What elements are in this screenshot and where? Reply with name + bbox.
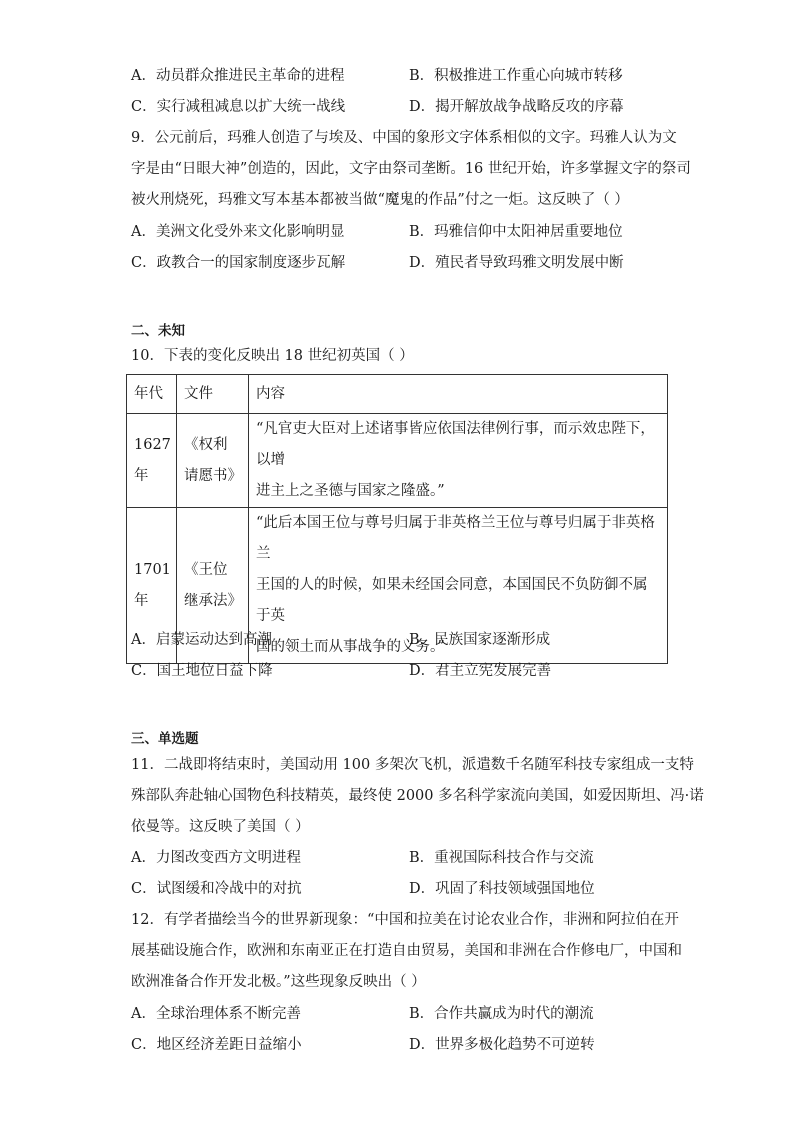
q12-option-d: D．世界多极化趋势不可逆转 [409, 1037, 595, 1053]
year-line: 1627 [134, 436, 171, 453]
q11-stem-line-1: 11．二战即将结束时，美国动用 100 多架次飞机，派遣数千名随军科技专家组成一支特 [131, 757, 694, 773]
content-line: “此后本国王位与尊号归属于非英格兰王位与尊号归属于非英格兰 [256, 515, 655, 562]
content-line: 进主上之圣德与国家之隆盛。” [256, 483, 445, 499]
document-line: 继承法》 [184, 592, 242, 609]
q11-option-b: B．重视国际科技合作与交流 [409, 850, 594, 866]
q8-option-a: A．动员群众推进民主革命的进程 [131, 68, 345, 84]
q11-stem-line-2: 殊部队奔赴轴心国物色科技精英，最终使 2000 多名科学家流向美国，如爱因斯坦、冯·诺 [131, 788, 704, 804]
q10-option-a: A．启蒙运动达到高潮 [131, 632, 272, 648]
content-line: 国的领土而从事战争的义务。” [256, 639, 445, 655]
year-line: 1701 [134, 561, 171, 578]
q8-option-d: D．揭开解放战争战略反攻的序幕 [409, 99, 624, 115]
q10-document-table [126, 374, 668, 664]
table-cell-document [177, 414, 249, 508]
q12-stem-line-1: 12．有学者描绘当今的世界新现象：“中国和拉美在讨论农业合作，非洲和阿拉伯在开 [131, 912, 679, 928]
q11-option-d: D．巩固了科技领域强国地位 [409, 881, 595, 897]
section-heading-single-choice: 三、单选题 [131, 731, 199, 747]
q12-option-a: A．全球治理体系不断完善 [131, 1006, 301, 1022]
q9-option-c: C．政教合一的国家制度逐步瓦解 [131, 255, 346, 271]
q12-option-c: C．地区经济差距日益缩小 [131, 1037, 302, 1053]
table-header-document: 文件 [177, 375, 249, 414]
q10-stem: 10．下表的变化反映出 18 世纪初英国（ ） [131, 348, 414, 364]
q12-option-b: B．合作共赢成为时代的潮流 [409, 1006, 594, 1022]
q12-stem-line-2: 展基础设施合作，欧洲和东南亚正在打造自由贸易，美国和非洲在合作修电厂，中国和 [131, 943, 682, 959]
content-line: “凡官吏大臣对上述诸事皆应依国法律例行事，而示效忠陛下，以增 [256, 421, 655, 468]
table-header-year: 年代 [127, 375, 177, 414]
document-line: 《王位 [184, 561, 228, 578]
document-line: 《权利 [184, 436, 228, 453]
table-header-content: 内容 [249, 375, 668, 414]
q11-option-c: C．试图缓和冷战中的对抗 [131, 881, 302, 897]
table-cell-year [127, 414, 177, 508]
q8-option-c: C．实行减租减息以扩大统一战线 [131, 99, 346, 115]
q10-option-b: B．民族国家逐渐形成 [409, 632, 551, 648]
q8-option-b: B．积极推进工作重心向城市转移 [409, 68, 623, 84]
q12-stem-line-3: 欧洲准备合作开发北极。”这些现象反映出（ ） [131, 974, 426, 990]
content-line: 王国的人的时候，如果未经国会同意，本国国民不负防御不属于英 [256, 577, 648, 624]
q10-option-d: D．君主立宪发展完善 [409, 663, 552, 679]
table-row [127, 414, 668, 508]
section-heading-unknown: 二、未知 [131, 323, 185, 339]
q9-stem-line-2: 字是由“日眼大神”创造的，因此，文字由祭司垄断。16 世纪开始，许多掌握文字的祭司 [131, 161, 691, 177]
q11-stem-line-3: 依曼等。这反映了美国（ ） [131, 819, 310, 835]
q9-option-a: A．美洲文化受外来文化影响明显 [131, 224, 345, 240]
q11-option-a: A．力图改变西方文明进程 [131, 850, 301, 866]
q9-option-d: D．殖民者导致玛雅文明发展中断 [409, 255, 624, 271]
q9-stem-line-1: 9．公元前后，玛雅人创造了与埃及、中国的象形文字体系相似的文字。玛雅人认为文 [131, 130, 677, 146]
q9-option-b: B．玛雅信仰中太阳神居重要地位 [409, 224, 623, 240]
q10-option-c: C．国王地位日益下降 [131, 663, 273, 679]
year-line: 年 [134, 467, 149, 484]
q9-stem-line-3: 被火刑烧死，玛雅文写本基本都被当做“魔鬼的作品”付之一炬。这反映了（ ） [131, 192, 629, 208]
document-line: 请愿书》 [184, 467, 242, 484]
year-line: 年 [134, 592, 149, 609]
table-cell-content [249, 414, 668, 508]
table-header-row [127, 375, 668, 414]
